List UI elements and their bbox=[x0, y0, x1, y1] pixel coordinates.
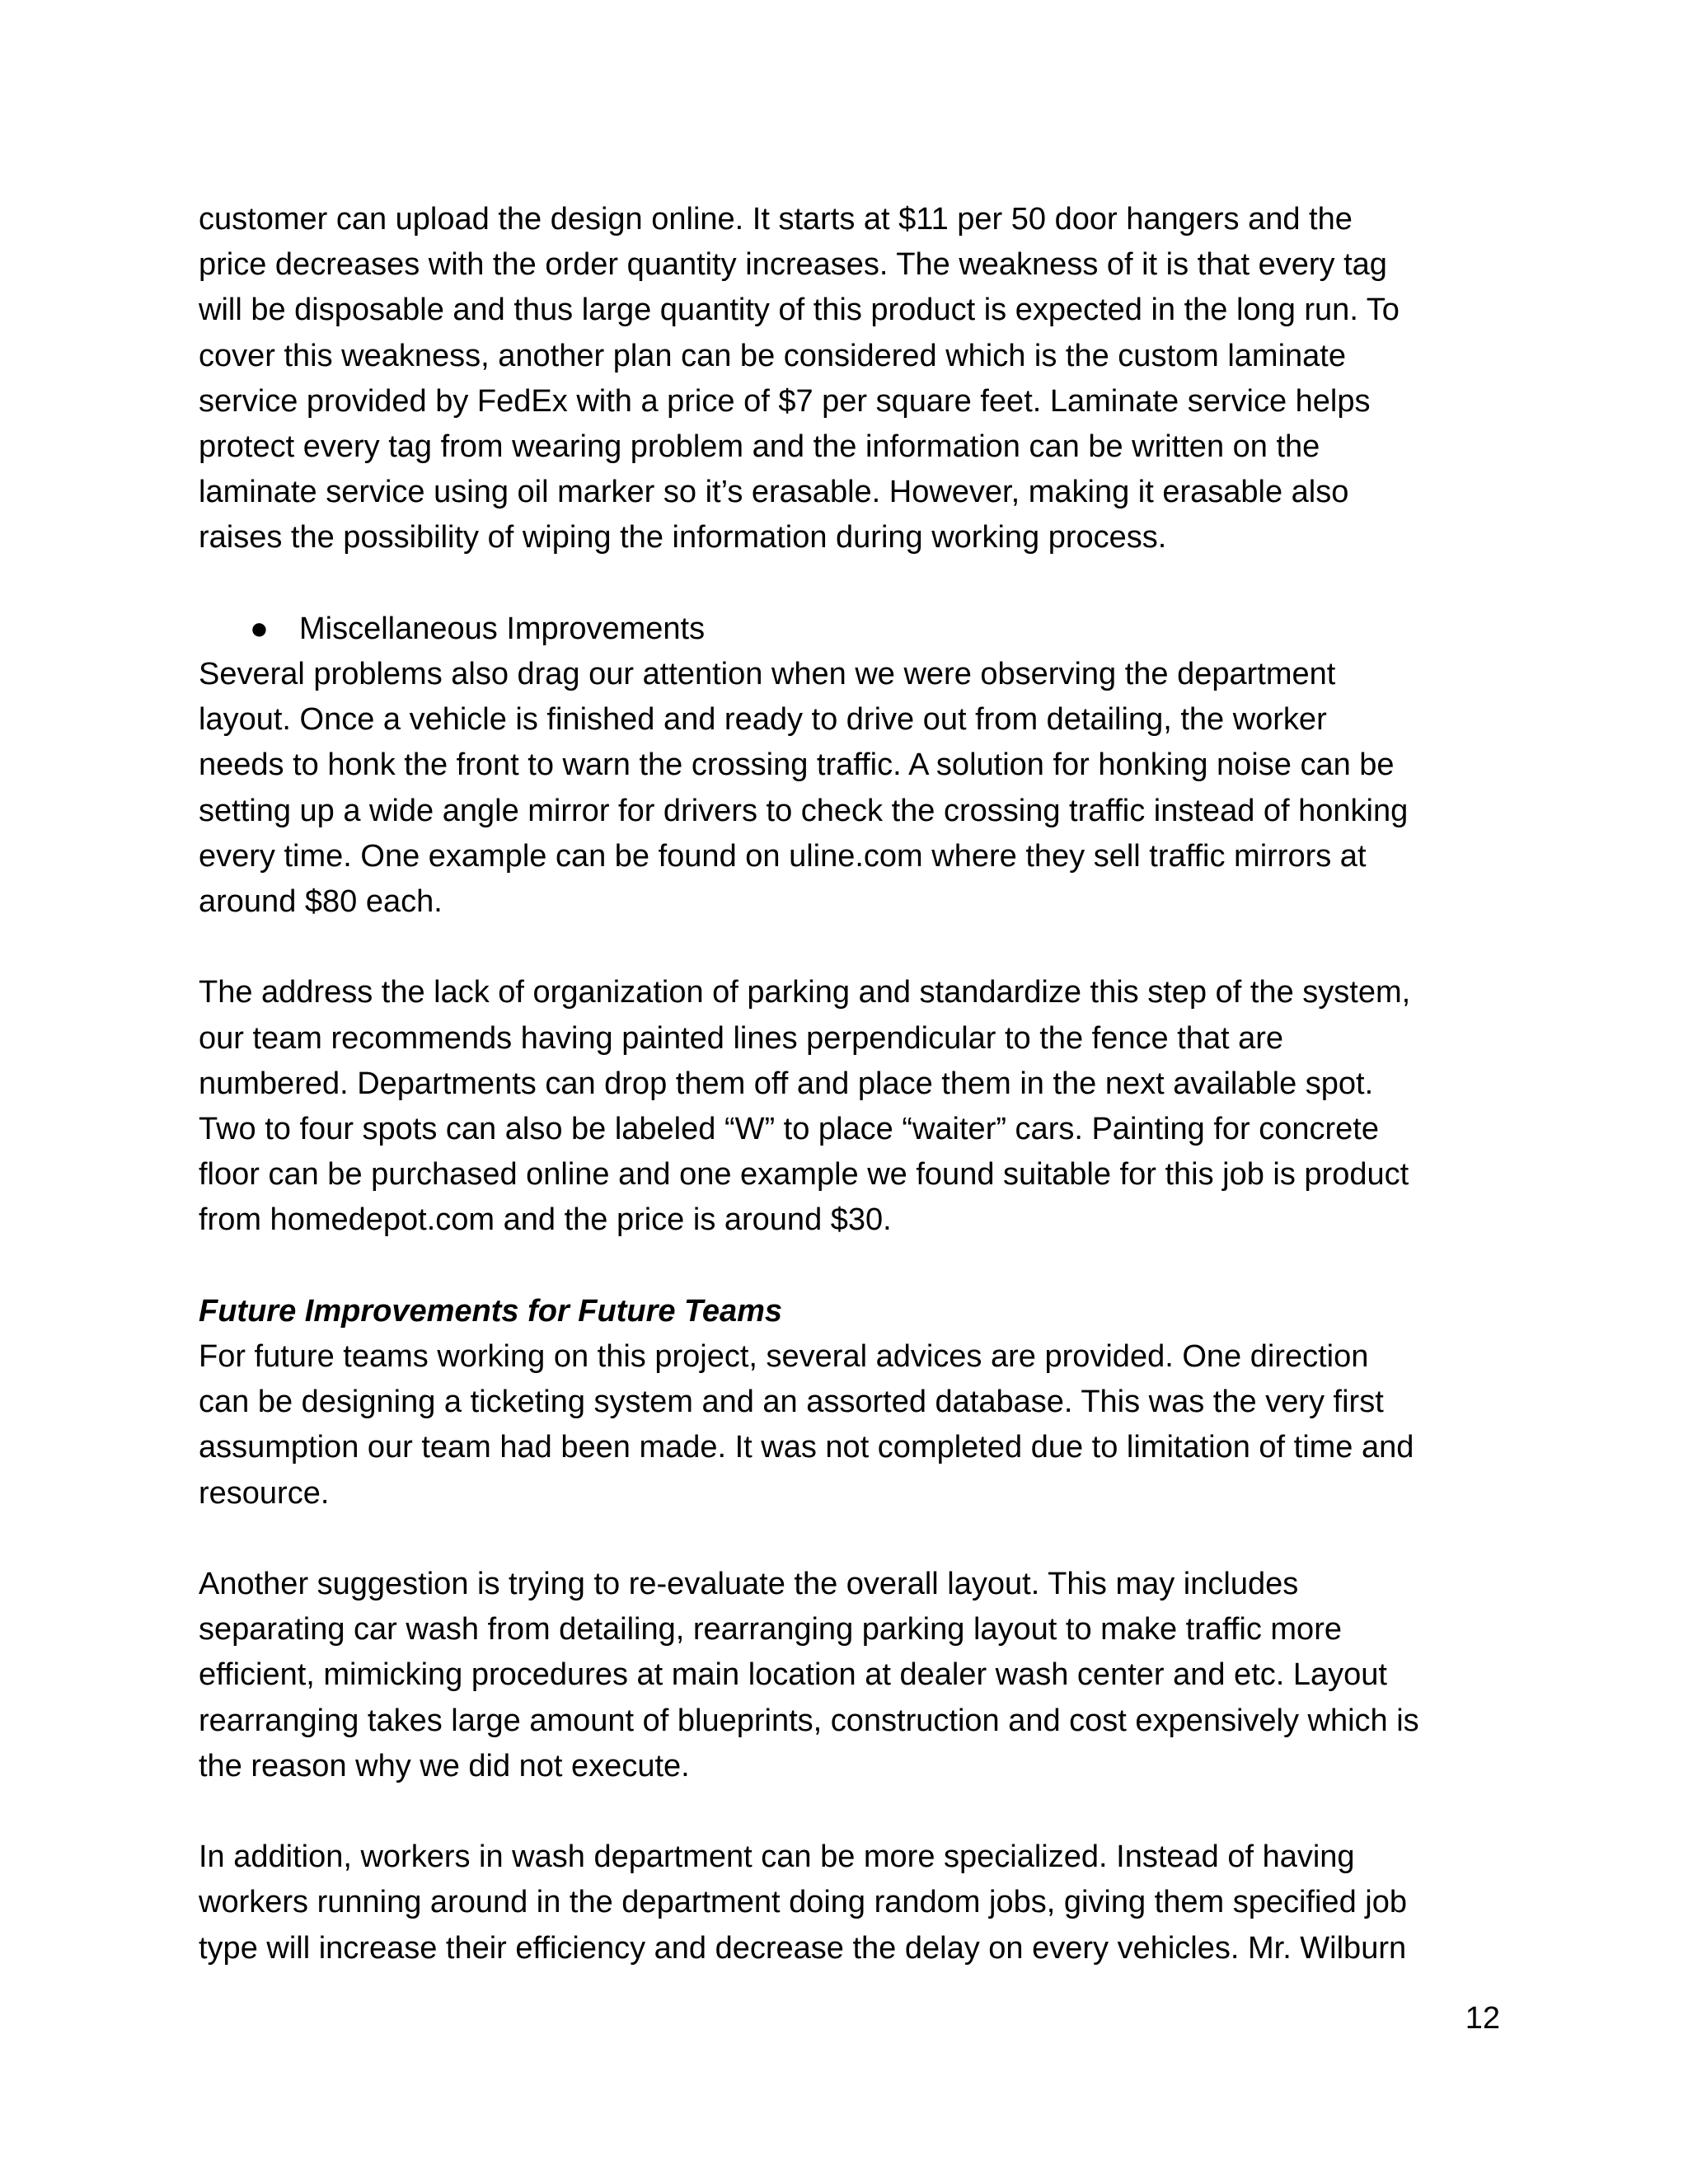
text-line: from homedepot.com and the price is around $30. bbox=[199, 1202, 892, 1238]
text-line: numbered. Departments can drop them off and place them in the next available spot. bbox=[199, 1066, 1374, 1101]
text-line: Several problems also drag our attention when we were observing the department bbox=[199, 657, 1336, 692]
text-line: layout. Once a vehicle is finished and ready to drive out from detailing, the worker bbox=[199, 702, 1327, 738]
page-number: 12 bbox=[1465, 2001, 1500, 2036]
text-line: every time. One example can be found on uline.com where they sell traffic mirrors at bbox=[199, 838, 1367, 874]
paragraph-honking-mirror bbox=[199, 652, 1501, 925]
section-heading: Future Improvements for Future Teams bbox=[199, 1293, 783, 1329]
text-line: our team recommends having painted lines perpendicular to the fence that are bbox=[199, 1020, 1284, 1056]
bullet-label: Miscellaneous Improvements bbox=[299, 611, 706, 646]
text-line: protect every tag from wearing problem and the information can be written on the bbox=[199, 429, 1320, 465]
text-line: service provided by FedEx with a price of $7 per square feet. Laminate service helps bbox=[199, 383, 1371, 419]
page-body bbox=[199, 197, 1501, 1971]
paragraph-spacer bbox=[199, 925, 1501, 970]
text-line: Another suggestion is trying to re-evaluate the overall layout. This may includes bbox=[199, 1567, 1299, 1602]
bullet-dot-icon: ● bbox=[250, 611, 269, 646]
text-line: can be designing a ticketing system and an assorted database. This was the very first bbox=[199, 1385, 1384, 1420]
paragraph-spacer bbox=[199, 1789, 1501, 1835]
paragraph-spacer bbox=[199, 1516, 1501, 1562]
text-line: The address the lack of organization of parking and standardize this step of the system, bbox=[199, 975, 1411, 1010]
text-line: laminate service using oil marker so it’s erasable. However, making it erasable also bbox=[199, 475, 1349, 510]
text-line: For future teams working on this project, several advices are provided. One direction bbox=[199, 1339, 1369, 1375]
text-line: price decreases with the order quantity increases. The weakness of it is that every tag bbox=[199, 247, 1387, 283]
text-line: needs to honk the front to warn the crossing traffic. A solution for honking noise can be bbox=[199, 748, 1395, 783]
text-line: separating car wash from detailing, rearranging parking layout to make traffic more bbox=[199, 1612, 1342, 1647]
text-line: Two to four spots can also be labeled “W” to place “waiter” cars. Painting for concrete bbox=[199, 1112, 1379, 1147]
text-line: customer can upload the design online. It starts at $11 per 50 door hangers and the bbox=[199, 202, 1353, 237]
bullet-item-miscellaneous bbox=[199, 607, 1501, 652]
paragraph-door-hangers bbox=[199, 197, 1501, 561]
paragraph-parking-lines bbox=[199, 970, 1501, 1243]
text-line: the reason why we did not execute. bbox=[199, 1748, 690, 1783]
text-line: assumption our team had been made. It was not completed due to limitation of time and bbox=[199, 1430, 1414, 1465]
text-line: raises the possibility of wiping the information during working process. bbox=[199, 520, 1167, 555]
text-line: resource. bbox=[199, 1475, 330, 1511]
text-line: In addition, workers in wash department can be more specialized. Instead of having bbox=[199, 1840, 1355, 1875]
paragraph-spacer bbox=[199, 1244, 1501, 1289]
text-line: cover this weakness, another plan can be considered which is the custom laminate bbox=[199, 338, 1346, 373]
text-line: around $80 each. bbox=[199, 884, 443, 920]
text-line: setting up a wide angle mirror for drivers to check the crossing traffic instead of honking bbox=[199, 793, 1409, 828]
text-line: efficient, mimicking procedures at main location at dealer wash center and etc. Layout bbox=[199, 1657, 1387, 1693]
text-line: will be disposable and thus large quantity of this product is expected in the long run. To bbox=[199, 293, 1400, 328]
text-line: floor can be purchased online and one example we found suitable for this job is product bbox=[199, 1157, 1409, 1193]
paragraph-specialized-workers bbox=[199, 1835, 1501, 1971]
paragraph-layout-suggestion bbox=[199, 1562, 1501, 1789]
text-line: workers running around in the department doing random jobs, giving them specified job bbox=[199, 1885, 1407, 1920]
paragraph-spacer bbox=[199, 561, 1501, 607]
paragraph-future-teams bbox=[199, 1334, 1501, 1516]
text-line: type will increase their efficiency and decrease the delay on every vehicles. Mr. Wilburn bbox=[199, 1930, 1407, 1966]
text-line: rearranging takes large amount of blueprints, construction and cost expensively which is bbox=[199, 1703, 1419, 1738]
